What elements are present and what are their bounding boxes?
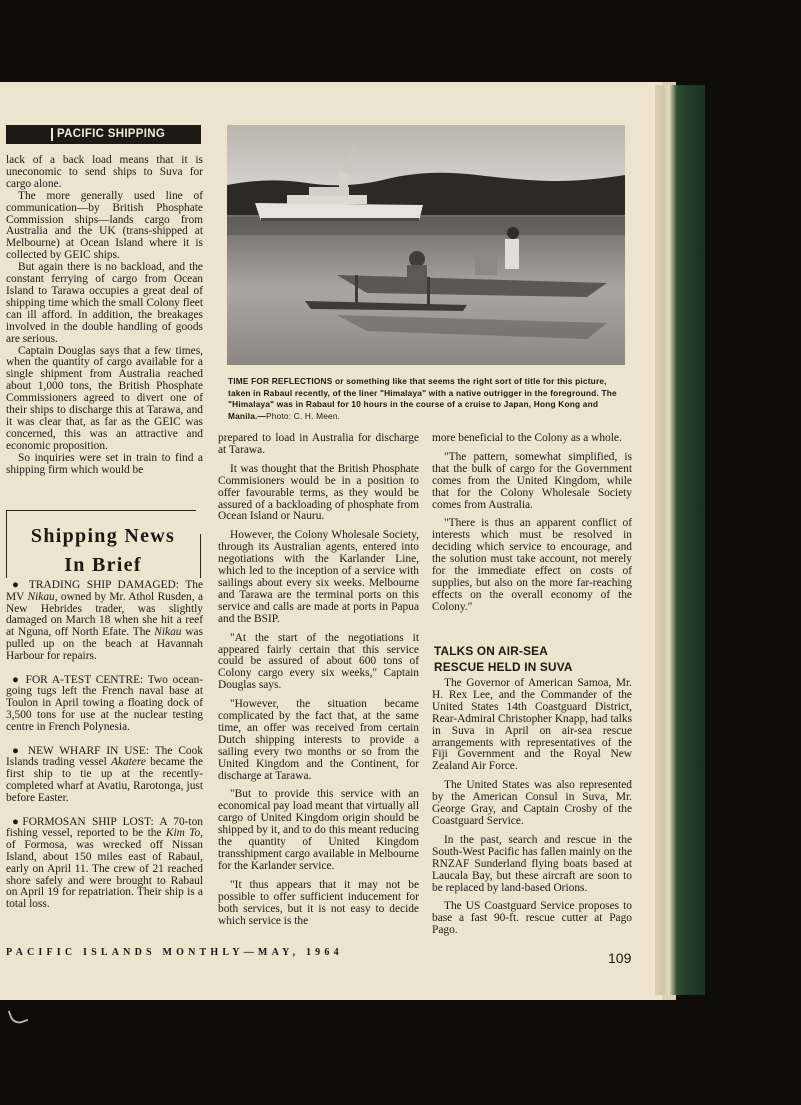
page-number: 109: [608, 950, 632, 966]
brief-title-line1: Shipping News: [30, 525, 176, 547]
news-briefs: [6, 580, 203, 911]
talks-heading: [434, 644, 634, 675]
paragraph: prepared to load in Australia for discharge at Tarawa.: [218, 432, 419, 456]
caption-body: or something like that seems the right sort of title for this picture, taken in Rabaul recently, of the liner "Himalaya" with a native outrigger in the foreground. The "Himalaya" was in Rabaul for 10 hours in the course of a cruise to Japan, Hong Kong and Manila.—: [228, 376, 617, 421]
brief-title-line2: In Brief: [64, 554, 142, 576]
caption-lead: TIME FOR REFLECTIONS: [228, 376, 333, 386]
photo-rabaul-liner: [227, 125, 625, 365]
scan-mark: [8, 1006, 29, 1027]
paragraph: more beneficial to the Colony as a whole.: [432, 432, 622, 444]
talks-heading-line2: RESCUE HELD IN SUVA: [434, 659, 573, 674]
section-header-text: PACIFIC SHIPPING: [51, 128, 165, 141]
brief-item: ● FOR A-TEST CENTRE: Two ocean-going tugs left the French naval base at Toulon in April towing a floating dock of 3,500 tons for use at the nuclear testing centre in French Polynesia.: [6, 673, 203, 733]
brief-item: ● TRADING SHIP DAMAGED: The MV Nikau, owned by Mr. Athol Rusden, a New Hebrides trader, was slightly damaged on March 18 when she hit a reef at Nguna, off North Efate. The Nikau was pulled up on the beach at Havannah Harbour for repairs.: [6, 579, 203, 662]
paragraph: The Governor of American Samoa, Mr. H. Rex Lee, and the Commander of the United States 14th Coastguard District, Rear-Admiral Christopher Knapp, had talks in Suva in April on air-sea rescue arrangements with representatives of the Fiji Government and the Royal New Zealand Air Force.: [432, 677, 632, 773]
paragraph: "The pattern, somewhat simplified, is that the bulk of cargo for the Government comes from the United Kingdom, while that for the Colony Wholesale Society comes from Australia.: [432, 450, 632, 511]
book-binding: [655, 85, 705, 995]
paragraph: But again there is no backload, and the constant ferrying of cargo from Ocean Island to Tarawa occupies a great deal of shipping time which the small Colony fleet can ill afford. In addition, the breakages involved in the double handling of goods are serious.: [6, 261, 203, 345]
box-rule-right: [200, 534, 201, 578]
photo-caption: [228, 376, 626, 422]
brief-item: ●FORMOSAN SHIP LOST: A 70-ton fishing vessel, reported to be the Kim To, of Formosa, was wrecked off Nissan Island, about 150 miles east of Rabaul, early on April 11. The crew of 21 reached shore safely and were brought to Rabaul on April 19 for repatriation. Their ship is a total loss.: [6, 815, 204, 911]
paragraph: "But to provide this service with an economical pay load meant that virtually all cargo of United Kingdom origin should be shipped by it, and to do this meant reducing the quantity of United Kingdom transshipment cargo available in Melbourne for the Karlander service.: [218, 788, 419, 872]
paragraph: The United States was also represented by the American Consul in Suva, Mr. George Gray, and Captain Crosby of the Coastguard Service.: [432, 779, 632, 827]
paragraph: lack of a back load means that it is uneconomic to send ships to Suva for cargo alone.: [6, 154, 203, 190]
section-header: [6, 125, 201, 144]
paragraph: So inquiries were set in train to find a shipping firm which would be: [6, 451, 203, 476]
talks-heading-line1: TALKS ON AIR-SEA: [434, 644, 548, 658]
paragraph: Captain Douglas says that a few times, when the quantity of cargo available for a single shipment from Australia reached about 1,000 tons, the British Phosphate Commissioners agreed to divert one of their ships to discharge this at Tarawa, and it was clear that, as far as the GEIC was concerned, this was an attractive and economic proposition.: [6, 344, 203, 452]
talks-article: [432, 678, 632, 937]
paragraph: "It thus appears that it may not be possible to offer sufficient inducement for both services, but it is not easy to decide which service is the: [218, 878, 419, 927]
brief-item: ● NEW WHARF IN USE: The Cook Islands trading vessel Akatere became the first ship to tie up at the recently-completed wharf at Avatiu, Rarotonga, just before Easter.: [6, 744, 204, 804]
photo-credit: Photo: C. H. Meen.: [266, 410, 341, 421]
paragraph: "At the start of the negotiations it appeared fairly certain that this service could be assured of about 600 tons of Colony cargo every six weeks," Captain Douglas says.: [218, 631, 419, 692]
paragraph: In the past, search and rescue in the South-West Pacific has fallen mainly on the RNZAF Sunderland flying boats based at Laucala Bay, but these aircraft are soon to be replaced by land-based Orions.: [432, 833, 632, 894]
paragraph: "However, the situation became complicated by the fact that, at the same time, an offer was received from certain Dutch shipping interests to provide a sailing every two months or so from the United Kingdom and the Continent, for discharge at Tarawa.: [218, 698, 419, 782]
paragraph: It was thought that the British Phosphate Commisioners would be in a position to offer favourable terms, as they would be assured of a backloading of phosphate from Ocean Island or Nauru.: [218, 462, 419, 523]
paragraph: The more generally used line of communication—by British Phosphate Commission ships—lands cargo from Australia and the UK (trans-shipped at Melbourne) at Ocean Island where it is collected by GEIC ships.: [6, 189, 203, 262]
paragraph: The US Coastguard Service proposes to base a fast 90-ft. rescue cutter at Pago Pago.: [432, 900, 632, 937]
news-in-brief-box: [6, 510, 200, 578]
paragraph: However, the Colony Wholesale Society, through its Australian agents, entered into negotiations with the Karlander Line, which led to the inception of a service with sailings about every six weeks. Melbourne and Tarawa are the terminal ports on this service and calls are made at ports in Papua and the BSIP.: [218, 529, 419, 625]
article-column-3: [432, 433, 632, 614]
paragraph: "There is thus an apparent conflict of interests which must be resolved in deciding which service to encourage, and the solution must take account, not merely for the immediate effect on costs of supplies, but also on the more far-reaching effects on the overall economy of the Colony.": [432, 517, 632, 613]
article-column-2: [218, 433, 419, 927]
box-rule-top: [6, 510, 196, 511]
article-column-1: [6, 155, 203, 476]
running-footer: PACIFIC ISLANDS MONTHLY—MAY, 1964: [6, 947, 343, 958]
